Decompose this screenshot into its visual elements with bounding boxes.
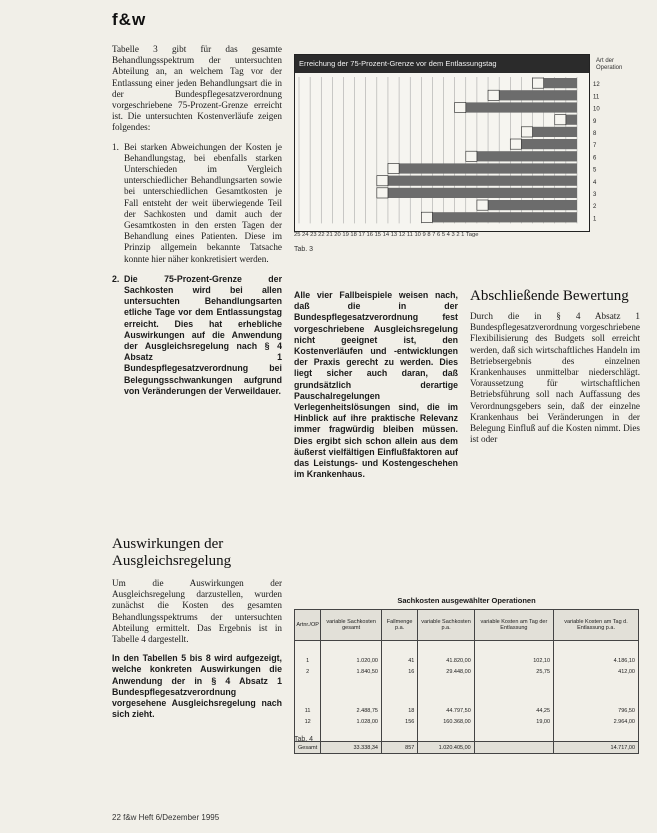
- chart-category-label: 1: [593, 216, 597, 223]
- intro-paragraph: Tabelle 3 gibt für das gesamte Behandlungsspektrum der untersuchten Abteilung an, an welchem Tag vor der Entlassung einer jeden Behandlungsart die in der Bundespflegesatzverordnung vorgeschriebene 75-Prozent-Grenze erreicht ist. Die untersuchten Kostenverläufe zeigen folgendes:: [112, 44, 282, 133]
- table-tab4: [294, 596, 639, 754]
- chart-bar-marker: [555, 115, 566, 125]
- chart-frame: [294, 54, 600, 232]
- finding-number: 1.: [112, 141, 119, 152]
- costs-table: [294, 609, 639, 754]
- finding-item-2: [112, 274, 282, 397]
- chart-tab3: [294, 54, 644, 244]
- chart-category-label: 2: [593, 204, 597, 211]
- chart-bar: [377, 188, 577, 198]
- finding-item-1: [112, 142, 282, 265]
- chart-category-label: 4: [593, 179, 597, 186]
- chart-x-axis: 25 24 23 22 21 20 19 18 17 16 15 14 13 12 11 10 9 8 7 6 5 4 3 2 1 Tage: [294, 232, 479, 238]
- chart-category-label: 8: [593, 131, 597, 137]
- chart-bar: [477, 200, 577, 210]
- section-heading: Auswirkungen der Ausgleichsregelung: [112, 536, 232, 569]
- col-header: variable Sachkosten p.a.: [418, 610, 474, 641]
- col-header: Artnr./OP: [295, 610, 321, 641]
- table-header-row: [295, 610, 639, 641]
- chart-category-label: 9: [593, 118, 597, 125]
- chart-bar-marker: [388, 163, 399, 173]
- findings-list: [112, 142, 282, 397]
- magazine-logo: f&w: [112, 10, 147, 29]
- table-row: 2 1.840,50 16 29.448,00 25,75 412,00: [295, 666, 639, 677]
- chart-bar-marker: [455, 102, 466, 112]
- chart-bar: [455, 102, 577, 112]
- chart-bar-marker: [377, 188, 388, 198]
- col-header: variable Kosten am Tag der Entlassung: [474, 610, 553, 641]
- table-row: 12 1.028,00 156 160.368,00 19,00 2.964,00: [295, 716, 639, 727]
- chart-bar: [466, 151, 577, 161]
- chart-category-label: 10: [593, 106, 600, 113]
- chart-category-label: 5: [593, 167, 597, 174]
- left-column: [112, 44, 282, 406]
- page-footer: 22 f&w Heft 6/Dezember 1995: [112, 813, 220, 822]
- right-paragraph: Durch die in § 4 Absatz 1 Bundespflegesatzverordnung vorgeschriebene Flexibilisierung des Budgets soll erreicht werden, daß sich wirtschaftliches Handeln im Betriebsergebnis des einzelnen Krankenhauses unmittelbar niederschlägt. Voraussetzung für wirtschaftlichen Betriebsführung soll nach Auffassung des Verordnungsgebers sein, daß der einzelne Krankenhaus bei Veränderungen in der Belegung Einfluß auf die Kosten nimmt. Dies ist oder: [470, 311, 640, 445]
- finding-number: 2.: [112, 273, 120, 284]
- chart-title: Erreichung der 75-Prozent-Grenze vor dem Entlassungstag: [295, 55, 589, 73]
- paragraph: Um die Auswirkungen der Ausgleichsregelung darzustellen, wurden zunächst die Kosten des gesamten Behandlungsspektrums der untersuchten Abteilung ermittelt. Das Ergebnis ist in Tabelle 4 dargestellt.: [112, 578, 282, 645]
- chart-bar-marker: [377, 176, 388, 186]
- chart-bar: [421, 212, 577, 222]
- chart-bar: [488, 90, 577, 100]
- finding-text: Bei starken Abweichungen der Kosten je Behandlungstag, bei ebenfalls starken Unterschieden im Vergleich unterschiedlicher Behandlungsarten sowie bei unterschiedlichen Gesamtkosten je Fall entsteht der weit überwiegende Teil der Sachkosten und damit auch der Gesamtkosten in den ersten Tagen der Behandlung eines Patienten. Diese im Prinzip allgemein bekannte Tatsache konnte hier näher konkretisiert werden.: [124, 141, 282, 264]
- col-header: variable Sachkosten gesamt: [321, 610, 382, 641]
- table-caption: Tab. 4: [294, 736, 314, 743]
- chart-bar: [377, 176, 577, 186]
- chart-bar-marker: [466, 151, 477, 161]
- table-row: 1 1.020,00 41 41.820,00 102,10 4.186,10: [295, 655, 639, 666]
- chart-category-label: 12: [593, 82, 600, 89]
- table-title: Sachkosten ausgewählter Operationen: [397, 596, 536, 605]
- chart-caption: Tab. 3: [294, 246, 314, 253]
- chart-bar-marker: [533, 78, 544, 88]
- table-row: 11 2.488,75 18 44.797,50 44,25 796,50: [295, 705, 639, 716]
- col-header: variable Kosten am Tag d. Entlassung p.a.: [554, 610, 639, 641]
- chart-bar-marker: [521, 127, 532, 137]
- chart-svg: [295, 55, 609, 231]
- middle-column: [294, 290, 458, 488]
- chart-bar-marker: [510, 139, 521, 149]
- chart-category-label: 3: [593, 192, 597, 198]
- chart-right-label: Art der Operation: [596, 58, 623, 71]
- chart-bar-marker: [488, 90, 499, 100]
- table-sum-row: Gesamt 33.338,34 857 1.020.405,00 14.717,00: [295, 742, 639, 754]
- middle-paragraph: Alle vier Fallbeispiele weisen nach, daß die in der Bundespflegesatzverordnung fest vorgeschriebene Ausgleichsregelung nicht geeignet ist, den Kostenverläufen und -entwicklungen der Praxis gerecht zu werden. Dies liegt sicher auch daran, daß grundsätzlich derartige Pauschalregelungen Verlegenheitslösungen sind, die im Hinblick auf ihre praktische Relevanz immer fragwürdig bleiben müssen. Dies ergibt sich schon allein aus dem äußerst vielfältigen Einflußfaktoren auf das Leistungs- und Kostengeschehen im Krankenhaus.: [294, 290, 458, 480]
- chart-bar-marker: [477, 200, 488, 210]
- chart-category-label: 7: [593, 143, 597, 150]
- chart-category-label: 6: [593, 155, 597, 162]
- chart-category-label: 11: [593, 94, 600, 101]
- section-heading: Abschließende Bewertung: [470, 288, 629, 304]
- chart-bar: [388, 163, 577, 173]
- finding-text: Die 75-Prozent-Grenze der Sachkosten wird bei allen untersuchten Behandlungsarten etliche Tage vor dem Entlassungstag erreicht. Dies hat erhebliche Auswirkungen auf die Anwendung der Ausgleichsregelung nach § 4 Absatz 1 Bundespflegesatzverordnung bei Belegungsschwankungen aufgrund von Veränderungen der Verweildauer.: [124, 273, 282, 396]
- col-header: Fallmenge p.a.: [381, 610, 417, 641]
- left-lower: [112, 536, 282, 728]
- right-column: [470, 288, 640, 453]
- paragraph-bold: In den Tabellen 5 bis 8 wird aufgezeigt, welche konkreten Auswirkungen die Anwendung der in § 4 Absatz 1 Bundespflegesatzverordnung vorgesehene Ausgleichsregelung nach sich zieht.: [112, 653, 282, 720]
- chart-bar-marker: [421, 212, 432, 222]
